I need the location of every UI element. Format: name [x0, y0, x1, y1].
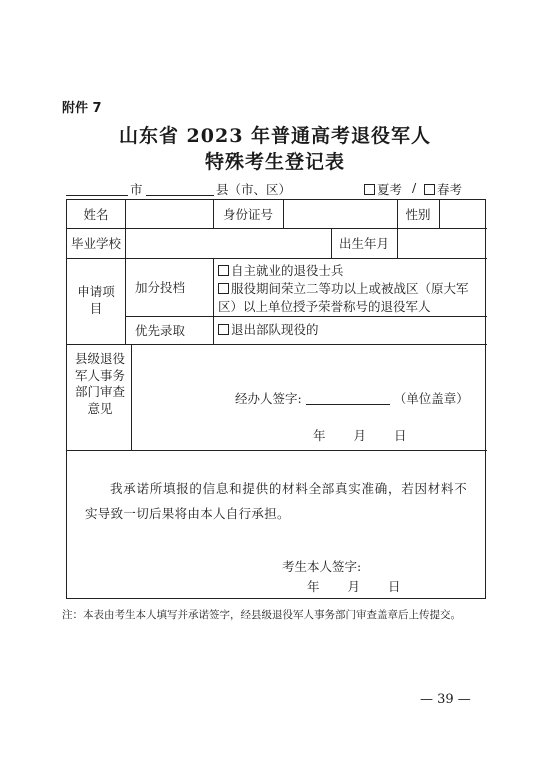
review-opinion-label: 县级退役军人事务部门审查意见	[75, 351, 126, 416]
handler-signature-line	[306, 392, 390, 405]
priority-label: 优先录取	[135, 323, 186, 338]
checkbox-icon	[218, 265, 229, 276]
slash-separator: /	[412, 180, 417, 195]
name-label: 姓名	[83, 207, 109, 222]
candidate-signature[interactable]: 考生本人签字:	[282, 559, 362, 574]
bonus-option-2[interactable]: 服役期间荣立二等功以上或被战区（原大军区）以上单位授予荣誉称号的退役军人	[218, 281, 469, 314]
location-row	[66, 180, 488, 198]
birth-date-label: 出生年月	[338, 236, 389, 251]
summer-exam-option[interactable]: 夏考	[364, 180, 402, 198]
bonus-label: 加分投档	[135, 280, 186, 295]
birth-date-field[interactable]	[397, 228, 487, 258]
gender-field[interactable]	[439, 200, 487, 228]
checkbox-icon	[364, 184, 375, 195]
form-title-line1: 山东省 2023 年普通高考退役军人	[118, 125, 432, 147]
city-suffix: 市	[130, 182, 143, 197]
id-number-field[interactable]	[283, 200, 397, 228]
page-number: — 39 —	[420, 692, 471, 707]
gender-label: 性别	[405, 207, 431, 222]
school-field[interactable]	[125, 228, 331, 258]
apply-items-label: 申请项目	[77, 284, 115, 316]
city-blank[interactable]	[66, 195, 128, 196]
checkbox-icon	[218, 324, 229, 335]
footnote: 注：本表由考生本人填写并承诺签字，经县级退役军人事务部门审查盖章后上传提交。	[62, 609, 461, 621]
bonus-option-1[interactable]: 自主就业的退役士兵	[218, 262, 483, 280]
county-blank[interactable]	[146, 195, 214, 196]
handler-signature[interactable]: 经办人签字: （单位盖章）	[235, 391, 469, 406]
id-number-label: 身份证号	[222, 207, 273, 222]
candidate-date: 年 月 日	[307, 579, 401, 594]
county-suffix: 县（市、区）	[216, 182, 292, 197]
attachment-label: 附件 7	[62, 101, 102, 116]
priority-option-1[interactable]: 退出部队现役的	[218, 321, 483, 339]
form-title-line2: 特殊考生登记表	[204, 151, 345, 173]
registration-form	[66, 199, 486, 599]
school-label: 毕业学校	[70, 236, 121, 251]
spring-exam-option[interactable]: 春考	[424, 180, 462, 198]
review-date: 年 月 日	[313, 428, 407, 443]
checkbox-icon	[218, 283, 229, 294]
name-field[interactable]	[125, 200, 213, 228]
checkbox-icon	[424, 184, 435, 195]
pledge-text: 我承诺所填报的信息和提供的材料全部真实准确，若因材料不实导致一切后果将由本人自行承担。	[85, 481, 467, 521]
